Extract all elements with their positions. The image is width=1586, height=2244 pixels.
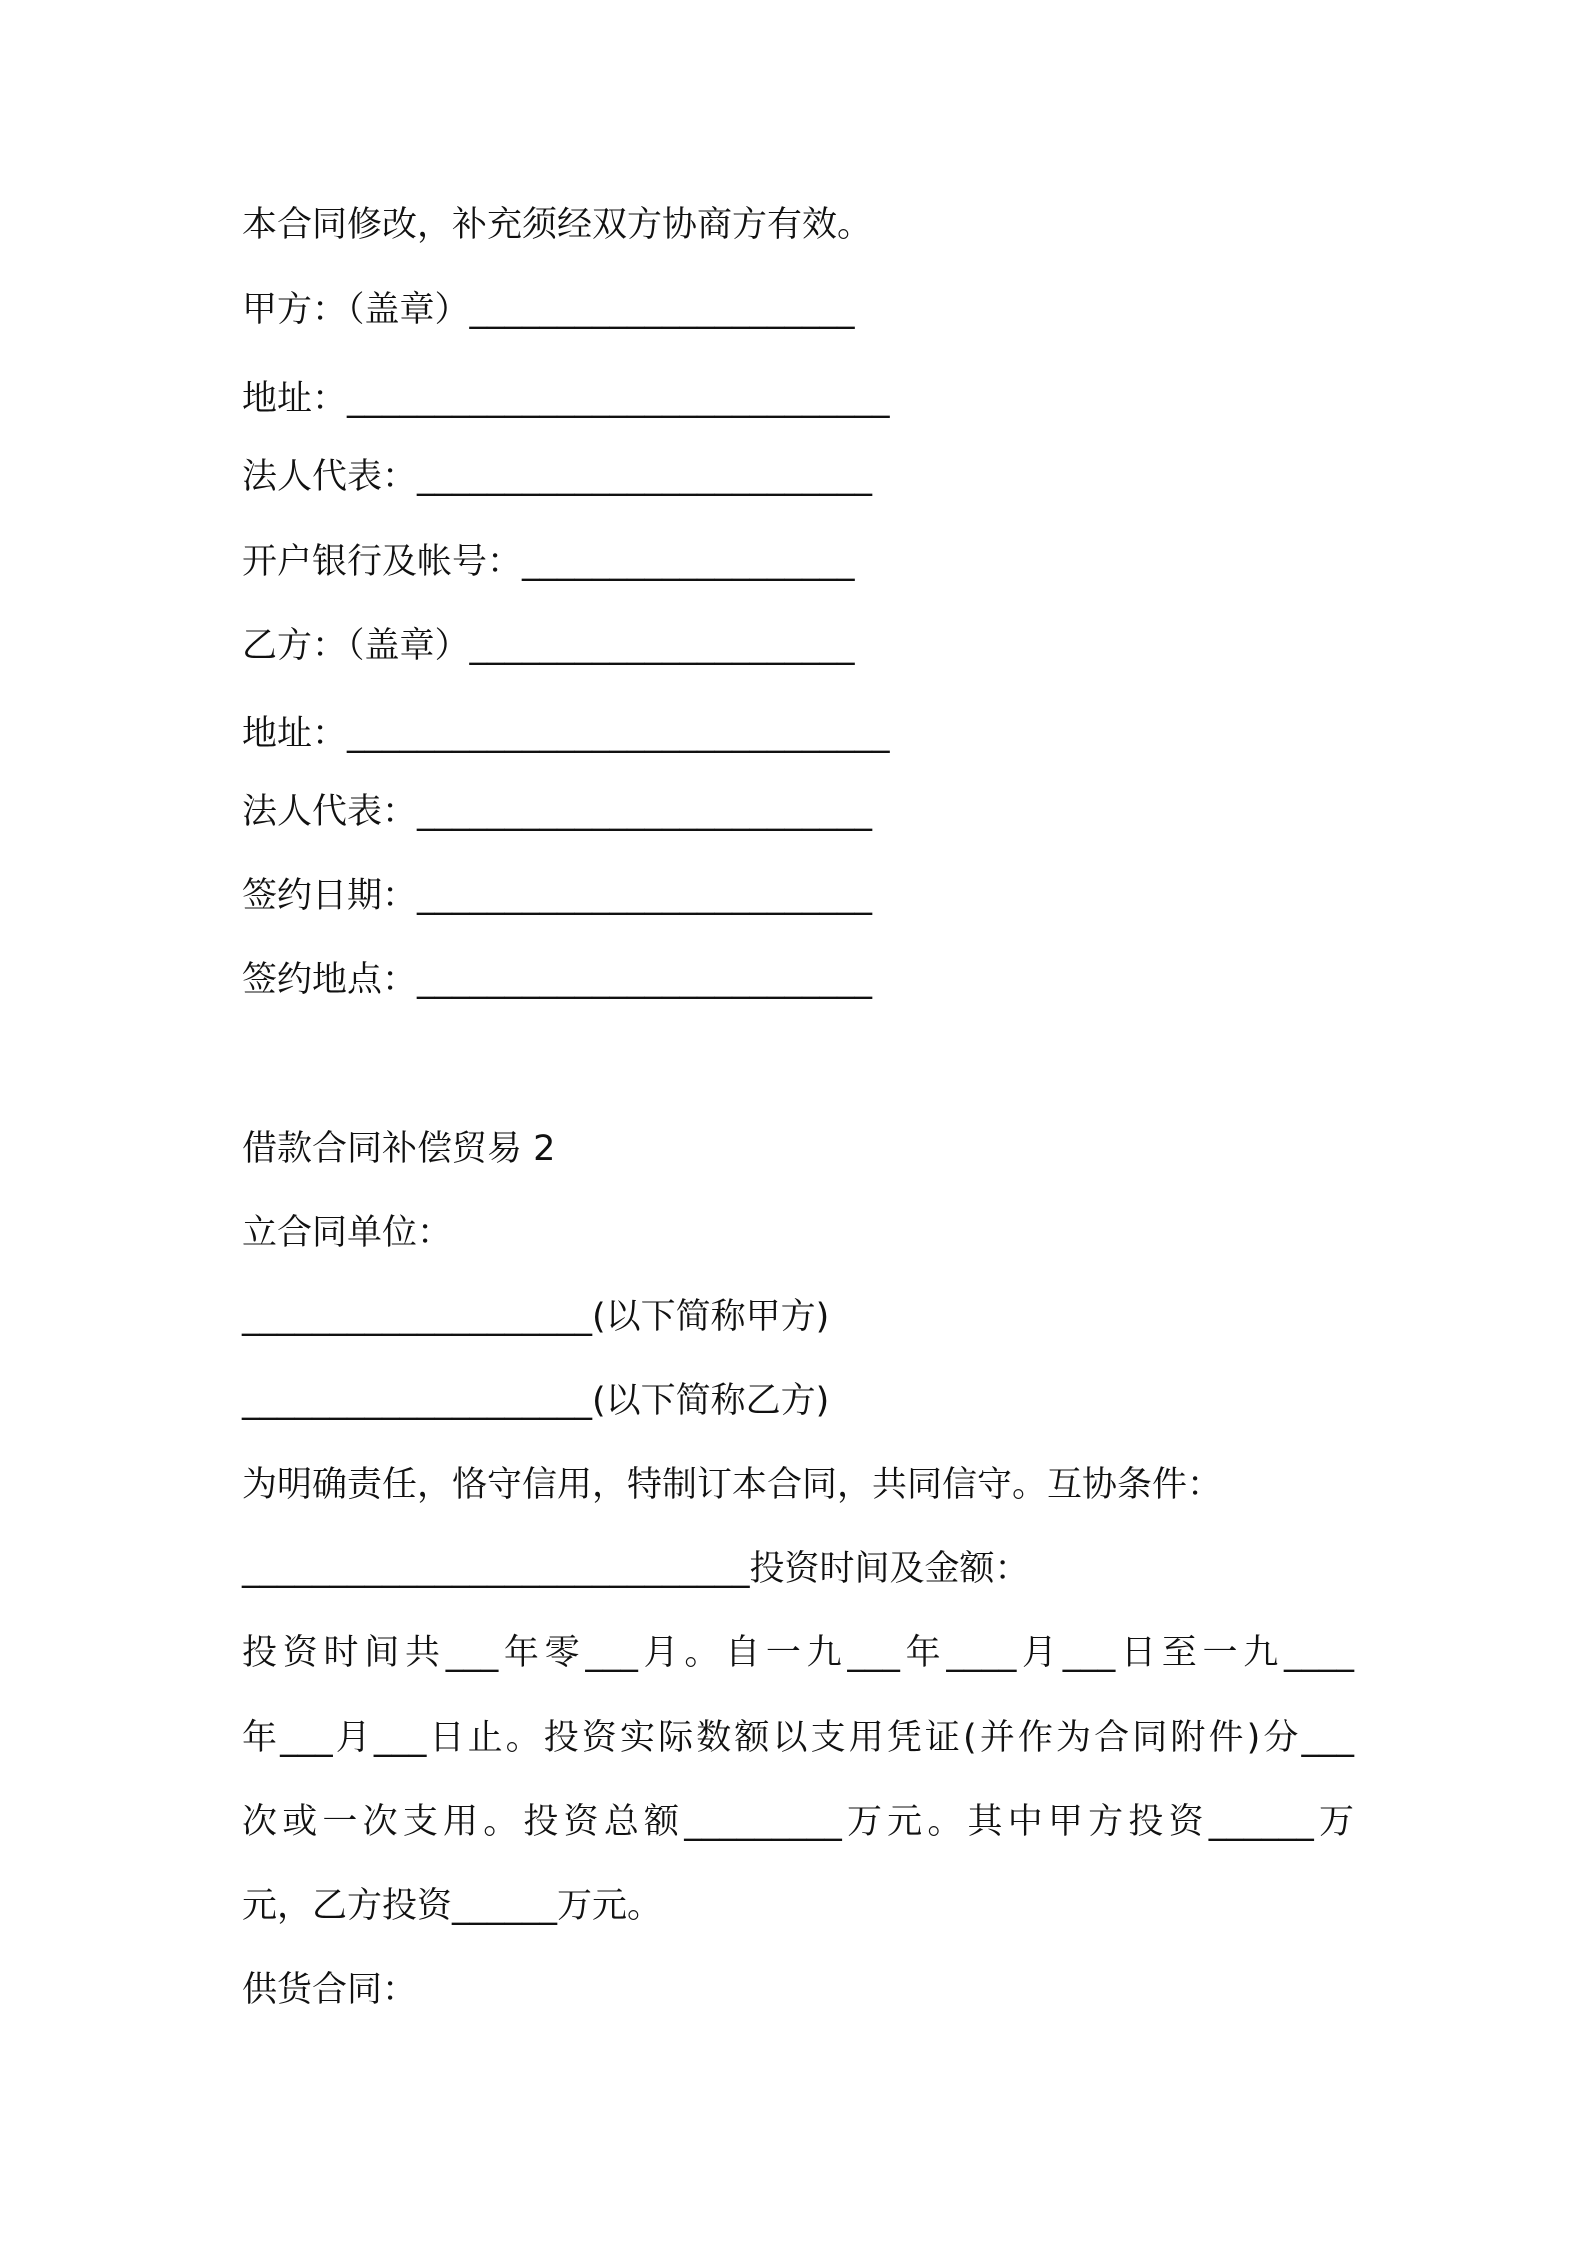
investment-paragraph-line-1: 投资时间共___年零___月。自一九___年____月___日至一九____ <box>242 1633 1354 1673</box>
contracting-units-label: 立合同单位： <box>242 1213 453 1253</box>
party-a-seal-line: 甲方：（盖章）______________________ <box>242 290 855 330</box>
investment-paragraph-line-3: 次或一次支用。投资总额_________万元。其中甲方投资______万 <box>242 1802 1354 1842</box>
party-a-bank-account-line: 开户银行及帐号：___________________ <box>242 542 855 582</box>
amendment-clause: 本合同修改，补充须经双方协商方有效。 <box>242 205 873 245</box>
party-a-designation-line: ____________________(以下简称甲方) <box>242 1297 830 1337</box>
investment-heading-line: _____________________________投资时间及金额： <box>242 1549 1030 1589</box>
investment-paragraph-line-2: 年___月___日止。投资实际数额以支用凭证(并作为合同附件)分___ <box>242 1718 1354 1758</box>
party-a-address-line: 地址：_______________________________ <box>242 379 890 419</box>
purpose-statement: 为明确责任，恪守信用，特制订本合同，共同信守。互协条件： <box>242 1465 1223 1505</box>
party-b-seal-line: 乙方：（盖章）______________________ <box>242 626 855 666</box>
party-a-legal-rep-line: 法人代表：__________________________ <box>242 457 873 497</box>
party-b-legal-rep-line: 法人代表：__________________________ <box>242 792 873 832</box>
signing-date-line: 签约日期：__________________________ <box>242 876 873 916</box>
party-b-address-line: 地址：_______________________________ <box>242 714 890 754</box>
section-title: 借款合同补偿贸易 2 <box>242 1129 556 1169</box>
party-b-designation-line: ____________________(以下简称乙方) <box>242 1381 830 1421</box>
investment-paragraph-line-4: 元，乙方投资______万元。 <box>242 1886 663 1926</box>
supply-contract-label: 供货合同： <box>242 1970 418 2010</box>
signing-place-line: 签约地点：__________________________ <box>242 960 873 1000</box>
